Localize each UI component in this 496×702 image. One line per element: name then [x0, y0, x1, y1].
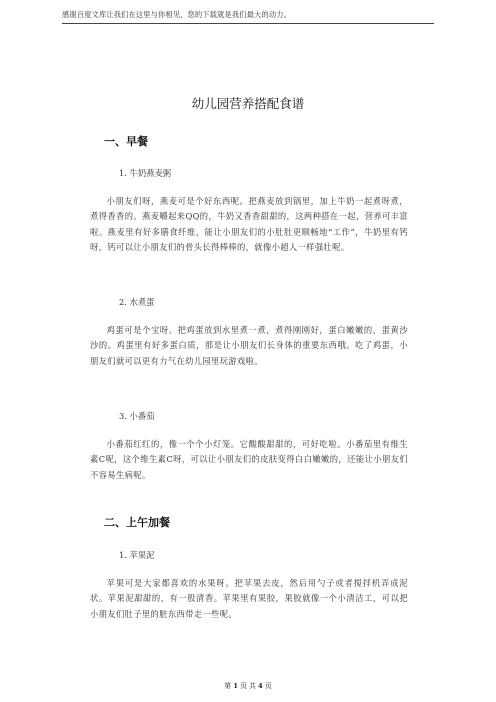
- item-text-boiled-egg: 鸡蛋可是个宝呀。把鸡蛋放到水里煮一煮，煮得刚刚好，蛋白嫩嫩的，蛋黄沙沙的。鸡蛋里有好多蛋白质，那是让小朋友们长身体的重要东西哦。吃了鸡蛋，小朋友们就可以更有力气在幼儿园里玩游戏啦。: [90, 325, 408, 366]
- item-title-boiled-egg: 2. 水煮蛋: [119, 297, 155, 307]
- page-footer: [0, 680, 496, 690]
- page-header: 感谢百度文库让我们在这里与你相见，您的下载就是我们最大的动力。: [62, 10, 292, 19]
- section-heading-breakfast: 一、早餐: [104, 135, 148, 148]
- section-heading-morning-snack: 二、上午加餐: [104, 516, 170, 529]
- item-title-apple-puree: 1. 苹果泥: [119, 550, 155, 560]
- item-title-oat-porridge: 1. 牛奶燕麦粥: [119, 168, 172, 178]
- footer-total-pages: 4: [258, 682, 263, 690]
- item-text-oat-porridge: 小朋友们呀，燕麦可是个好东西呢。把燕麦放到锅里，加上牛奶一起煮呀煮，煮得香香的。燕麦嚼起来QQ的，牛奶又香香甜甜的，这两种搭在一起，营养可丰富啦。燕麦里有好多膳食纤维，能让小朋友们的小肚肚更顺畅地“工作”，牛奶里有钙呀，钙可以让小朋友们的骨头长得棒棒的，就像小超人一样强壮呢。: [90, 196, 408, 253]
- footer-middle: 页 共: [240, 682, 256, 690]
- document-title: 幼儿园营养搭配食谱: [191, 96, 305, 111]
- item-text-apple-puree: 苹果可是大家都喜欢的水果呀。把苹果去皮，然后用勺子或者搅拌机弄成泥状。苹果泥甜甜的，有一股清香。苹果里有果胶，果胶就像一个小清洁工，可以把小朋友们肚子里的脏东西带走一些呢。: [90, 578, 408, 619]
- item-title-cherry-tomato: 3. 小番茄: [119, 411, 155, 421]
- footer-prefix: 第: [224, 682, 232, 690]
- header-divider: [62, 23, 434, 24]
- footer-suffix: 页: [264, 682, 272, 690]
- item-text-cherry-tomato: 小番茄红红的，像一个个小灯笼。它酸酸甜甜的，可好吃啦。小番茄里有维生素C呢，这个维生素C呀，可以让小朋友们的皮肤变得白白嫩嫩的，还能让小朋友们不容易生病呢。: [90, 439, 408, 480]
- footer-page-number: 1: [233, 682, 238, 690]
